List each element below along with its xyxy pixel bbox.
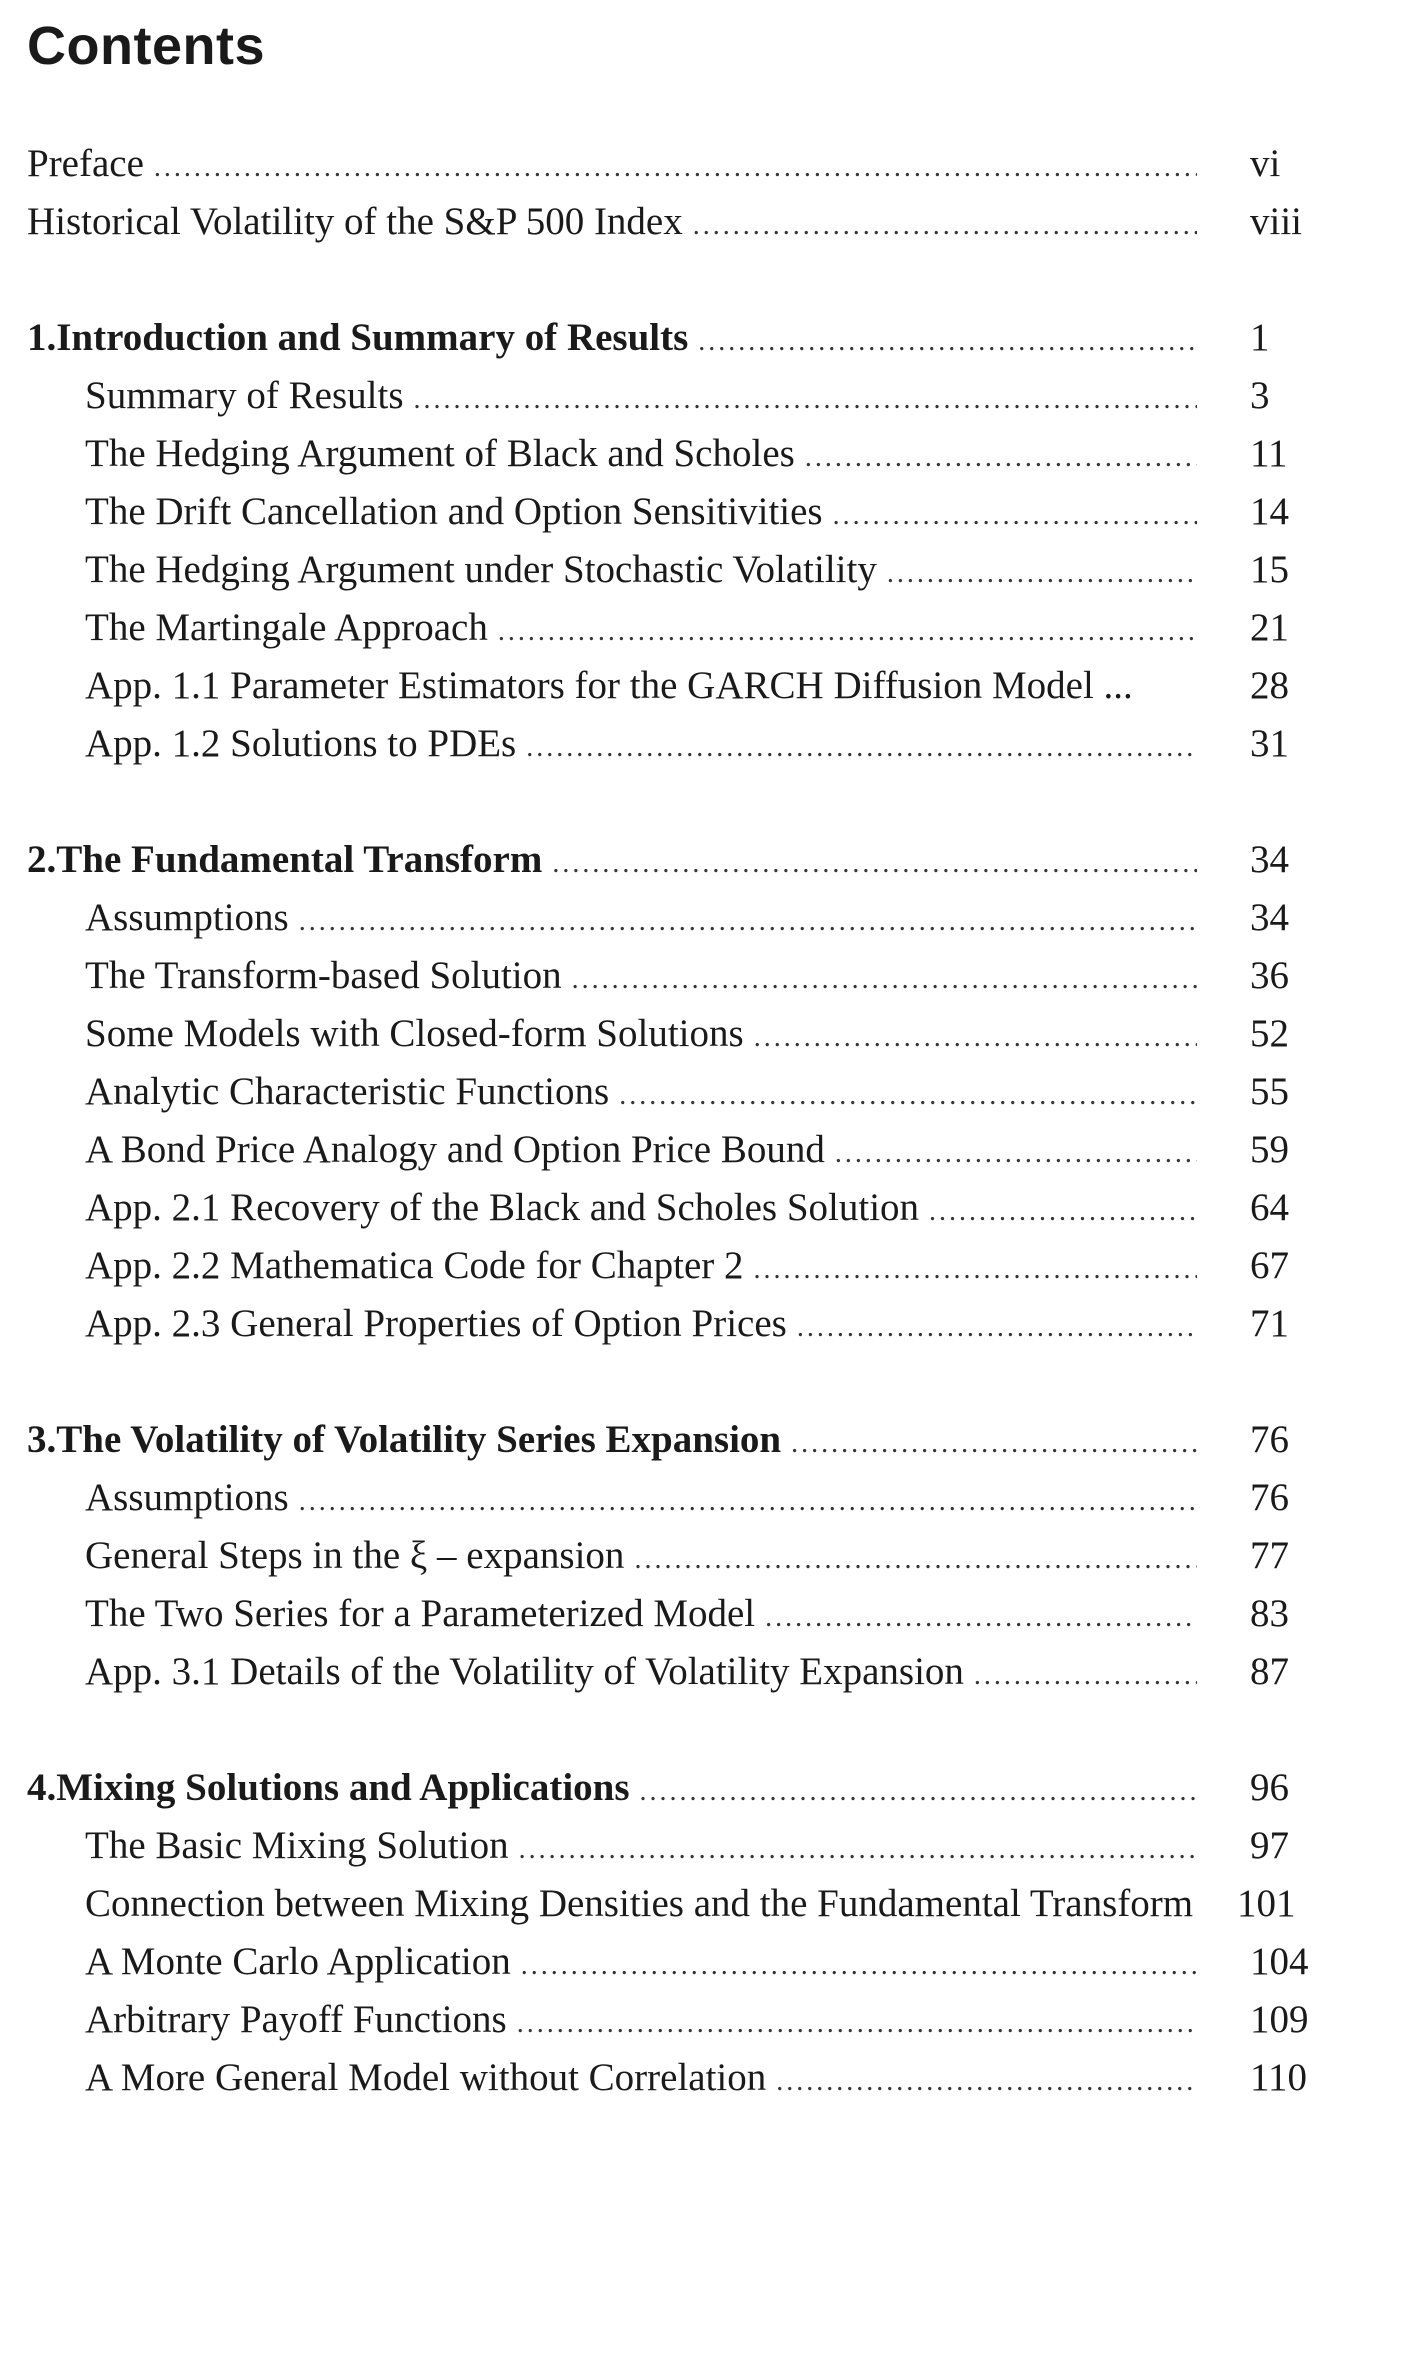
section-title: The Basic Mixing Solution [85,1824,509,1867]
chapter-number: 1. [27,316,57,359]
section-title: The Hedging Argument of Black and Scholes [85,432,795,475]
dot-leader [693,202,1197,250]
toc-entry-page: 110 [1250,2056,1308,2099]
toc-chapter-1[interactable] [27,314,1207,362]
chapter-number: 2. [27,838,57,881]
toc-section[interactable] [85,1938,1207,1986]
toc-entry-page: 11 [1250,432,1288,475]
toc-entry-page: 83 [1250,1592,1289,1635]
toc-section[interactable] [85,1184,1207,1232]
section-title: App. 1.2 Solutions to PDEs [85,722,517,765]
toc-entry-page: 36 [1250,954,1289,997]
toc-entry-page: vi [1250,142,1281,185]
dot-leader [929,1188,1197,1236]
toc-section[interactable] [85,1068,1207,1116]
toc-section[interactable] [85,546,1207,594]
dot-leader [776,2058,1197,2106]
dot-leader [154,144,1197,192]
dot-leader [498,608,1197,656]
toc-section[interactable] [85,1126,1207,1174]
dot-leader [299,1478,1197,1526]
dot-leader [835,1130,1197,1178]
toc-entry-page: 31 [1250,722,1289,765]
section-title: App. 2.1 Recovery of the Black and Scholes Solution [85,1186,920,1229]
toc-section[interactable] [85,1532,1207,1580]
toc-section[interactable] [85,952,1207,1000]
page-title: Contents [27,16,265,76]
toc-section[interactable] [85,488,1207,536]
section-title: Analytic Characteristic Functions [85,1070,610,1113]
section-title: The Martingale Approach [85,606,488,649]
toc-entry-page: 101 [1237,1882,1296,1925]
toc-entry-page: 76 [1250,1418,1289,1461]
toc-entry-historical-volatility[interactable] [27,198,1207,246]
toc-section[interactable] [85,1822,1207,1870]
dot-leader [619,1072,1197,1120]
dot-leader [521,1942,1197,1990]
dot-leader [754,1014,1197,1062]
toc-entry-page: viii [1250,200,1303,243]
toc-entry-page: 14 [1250,490,1289,533]
dot-leader [887,550,1197,598]
toc-entry-page: 96 [1250,1766,1289,1809]
dot-leader [640,1768,1197,1816]
toc-entry-title: Historical Volatility of the S&P 500 Index [27,200,683,243]
section-title: Some Models with Closed-form Solutions [85,1012,744,1055]
chapter-title: Introduction and Summary of Results [56,316,689,359]
dot-leader [765,1594,1197,1642]
toc-entry-page: 76 [1250,1476,1289,1519]
toc-entry-page: 34 [1250,838,1289,881]
toc-entry-page: 15 [1250,548,1289,591]
section-title: App. 2.2 Mathematica Code for Chapter 2 [85,1244,744,1287]
section-title: Assumptions [85,896,289,939]
chapter-title: The Fundamental Transform [56,838,543,881]
toc-section[interactable] [85,1996,1207,2044]
section-title: App. 1.1 Parameter Estimators for the GARCH Diffusion Model ... [85,664,1133,707]
dot-leader [517,2000,1197,2048]
toc-section[interactable] [85,430,1207,478]
dot-leader [519,1826,1197,1874]
toc-entry-page: 109 [1250,1998,1309,2041]
section-title: App. 2.3 General Properties of Option Prices [85,1302,787,1345]
toc-section[interactable] [85,1590,1207,1638]
toc-chapter-2[interactable] [27,836,1207,884]
toc-chapter-3[interactable] [27,1416,1207,1464]
section-title: Assumptions [85,1476,289,1519]
section-title: A Monte Carlo Application [85,1940,511,1983]
toc-section[interactable] [85,604,1207,652]
chapter-title: The Volatility of Volatility Series Expansion [56,1418,782,1461]
section-title: App. 3.1 Details of the Volatility of Volatility Expansion [85,1650,964,1693]
chapter-number: 3. [27,1418,57,1461]
toc-section[interactable] [85,662,1207,710]
dot-leader [698,318,1197,366]
section-title: The Drift Cancellation and Option Sensitivities [85,490,823,533]
toc-section[interactable] [85,1300,1207,1348]
dot-leader [833,492,1197,540]
toc-entry-page: 52 [1250,1012,1289,1055]
toc-entry-preface[interactable] [27,140,1207,188]
dot-leader [552,840,1197,888]
dot-leader [572,956,1197,1004]
chapter-number: 4. [27,1766,57,1809]
dot-leader [974,1652,1197,1700]
section-title: Summary of Results [85,374,404,417]
toc-entry-page: 3 [1250,374,1270,417]
toc-section[interactable] [85,1474,1207,1522]
section-title: A More General Model without Correlation [85,2056,767,2099]
toc-chapter-4[interactable] [27,1764,1207,1812]
toc-entry-page: 87 [1250,1650,1289,1693]
chapter-title: Mixing Solutions and Applications [56,1766,630,1809]
toc-section[interactable] [85,720,1207,768]
toc-section[interactable] [85,1880,1245,1928]
toc-entry-page: 21 [1250,606,1289,649]
toc-entry-page: 28 [1250,664,1289,707]
toc-section[interactable] [85,1010,1207,1058]
section-title: General Steps in the ξ – expansion [85,1534,625,1577]
toc-entry-title: Preface [27,142,144,185]
toc-section[interactable] [85,2054,1207,2102]
toc-entry-page: 1 [1250,316,1270,359]
toc-section[interactable] [85,894,1207,942]
dot-leader [754,1246,1198,1294]
dot-leader [797,1304,1197,1352]
toc-entry-page: 77 [1250,1534,1289,1577]
toc-entry-page: 71 [1250,1302,1289,1345]
dot-leader [414,376,1198,424]
dot-leader [791,1420,1197,1468]
toc-section[interactable] [85,372,1207,420]
toc-section[interactable] [85,1242,1207,1290]
section-title: A Bond Price Analogy and Option Price Bound [85,1128,825,1171]
section-title: The Two Series for a Parameterized Model [85,1592,756,1635]
toc-entry-page: 55 [1250,1070,1289,1113]
toc-entry-page: 64 [1250,1186,1289,1229]
dot-leader [634,1536,1197,1584]
section-title: Connection between Mixing Densities and the Fundamental Transform [85,1882,1194,1925]
section-title: Arbitrary Payoff Functions [85,1998,507,2041]
dot-leader [805,434,1197,482]
section-title: The Hedging Argument under Stochastic Volatility [85,548,877,591]
toc-entry-page: 59 [1250,1128,1289,1171]
dot-leader [299,898,1197,946]
dot-leader [526,724,1197,772]
toc-entry-page: 97 [1250,1824,1289,1867]
toc-entry-page: 34 [1250,896,1289,939]
toc-section[interactable] [85,1648,1207,1696]
section-title: The Transform-based Solution [85,954,562,997]
toc-entry-page: 104 [1250,1940,1309,1983]
toc-entry-page: 67 [1250,1244,1289,1287]
